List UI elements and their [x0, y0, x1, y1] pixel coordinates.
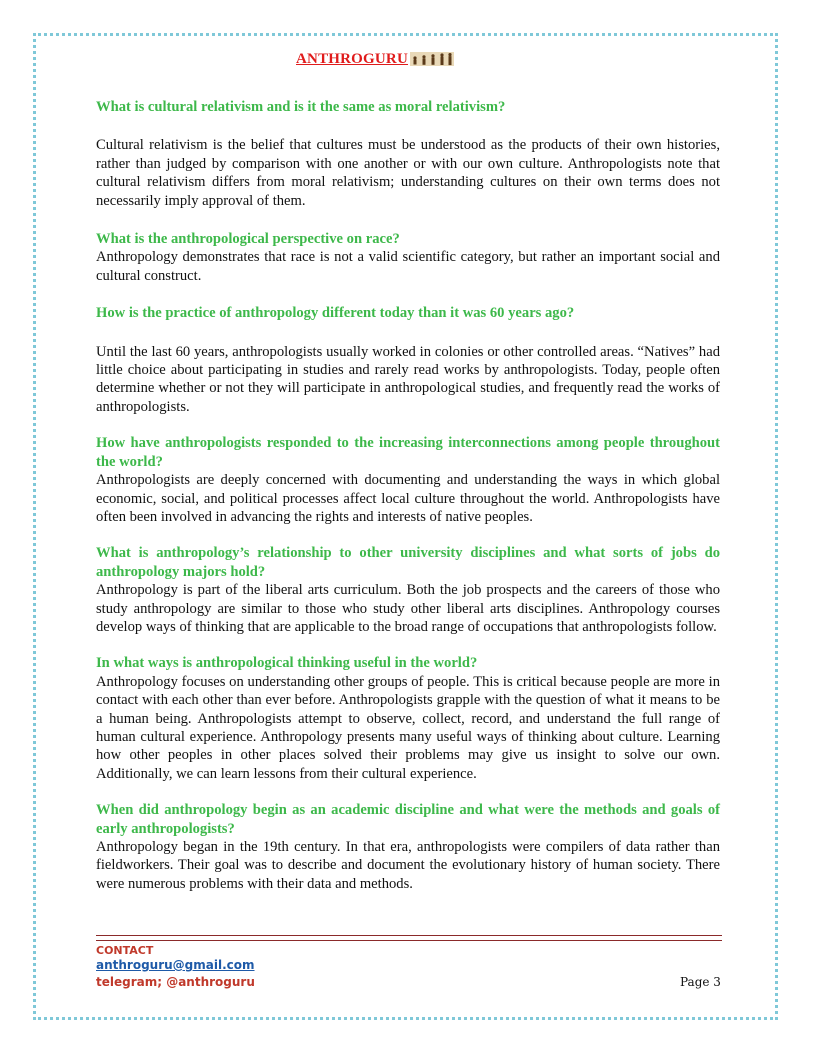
header: [296, 48, 454, 68]
section-question: What is the anthropological perspective on race?: [96, 231, 400, 248]
section-answer: Anthropology focuses on understanding other groups of people. This is critical because people are more in contact with each other than ever before. Anthropologists grapple with the question of what it means to be a human being. Anthropologists attempt to observe, collect, record, and understand the full range of human cultural experience. Anthropology presents many useful ways of thinking about culture. Learning how other peoples in other places solved their problems may give us insight to solve our own. Additionally, we can learn lessons from their cultural experience.: [96, 673, 720, 782]
contact-label: CONTACT: [96, 944, 154, 957]
section-answer: Anthropology is part of the liberal arts curriculum. Both the job prospects and the careers of those who study anthropology are similar to those who study other liberal arts disciplines. Anthropology courses develop ways of thinking that are applicable to the broad range of occupations that anthropologists follow.: [96, 582, 720, 635]
document-body: [96, 98, 720, 893]
section-question: What is cultural relativism and is it the same as moral relativism?: [96, 99, 506, 115]
section-answer: Until the last 60 years, anthropologists usually worked in colonies or other controlled areas. “Natives” had little choice about participating in studies and rarely read works by anthropologists. Today, people often determine whether or not they will participate in anthropological studies, and frequently read the works of anthropologists.: [96, 343, 720, 415]
email-link[interactable]: anthroguru@gmail.com: [96, 958, 255, 972]
brand-title[interactable]: ANTHROGURU: [296, 51, 409, 67]
telegram-handle: telegram; @anthroguru: [96, 975, 255, 989]
section-answer: Cultural relativism is the belief that cultures must be understood as the products of their own histories, rather than judged by comparison with one another or with our own culture. Anthropologists note that cultural relativism differs from moral relativism; understanding cultures on their own terms does not necessarily imply approval of them.: [96, 137, 720, 209]
section-question: What is anthropology’s relationship to other university disciplines and what sorts of jobs do anthropology majors hold?: [96, 545, 720, 580]
section-question: How is the practice of anthropology different today than it was 60 years ago?: [96, 305, 575, 322]
section-answer: Anthropology began in the 19th century. In that era, anthropologists were compilers of data rather than fieldworkers. Their goal was to describe and document the evolutionary history of human society. There were numerous problems with their data and methods.: [96, 839, 720, 892]
section-question: When did anthropology begin as an academic discipline and what were the methods and goals of early anthropologists?: [96, 802, 720, 837]
page-number: Page 3: [680, 975, 721, 989]
section-question: In what ways is anthropological thinking useful in the world?: [96, 655, 478, 672]
human-evolution-icon: [410, 52, 454, 66]
section-question: How have anthropologists responded to the increasing interconnections among people throughout the world?: [96, 435, 720, 470]
section-answer: Anthropology demonstrates that race is not a valid scientific category, but rather an important social and cultural construct.: [96, 249, 720, 284]
section-answer: Anthropologists are deeply concerned with documenting and understanding the ways in which global economic, social, and political processes affect local culture throughout the world. Anthropologists have often been involved in advancing the rights and interests of native peoples.: [96, 472, 720, 525]
footer-divider: [96, 935, 722, 941]
